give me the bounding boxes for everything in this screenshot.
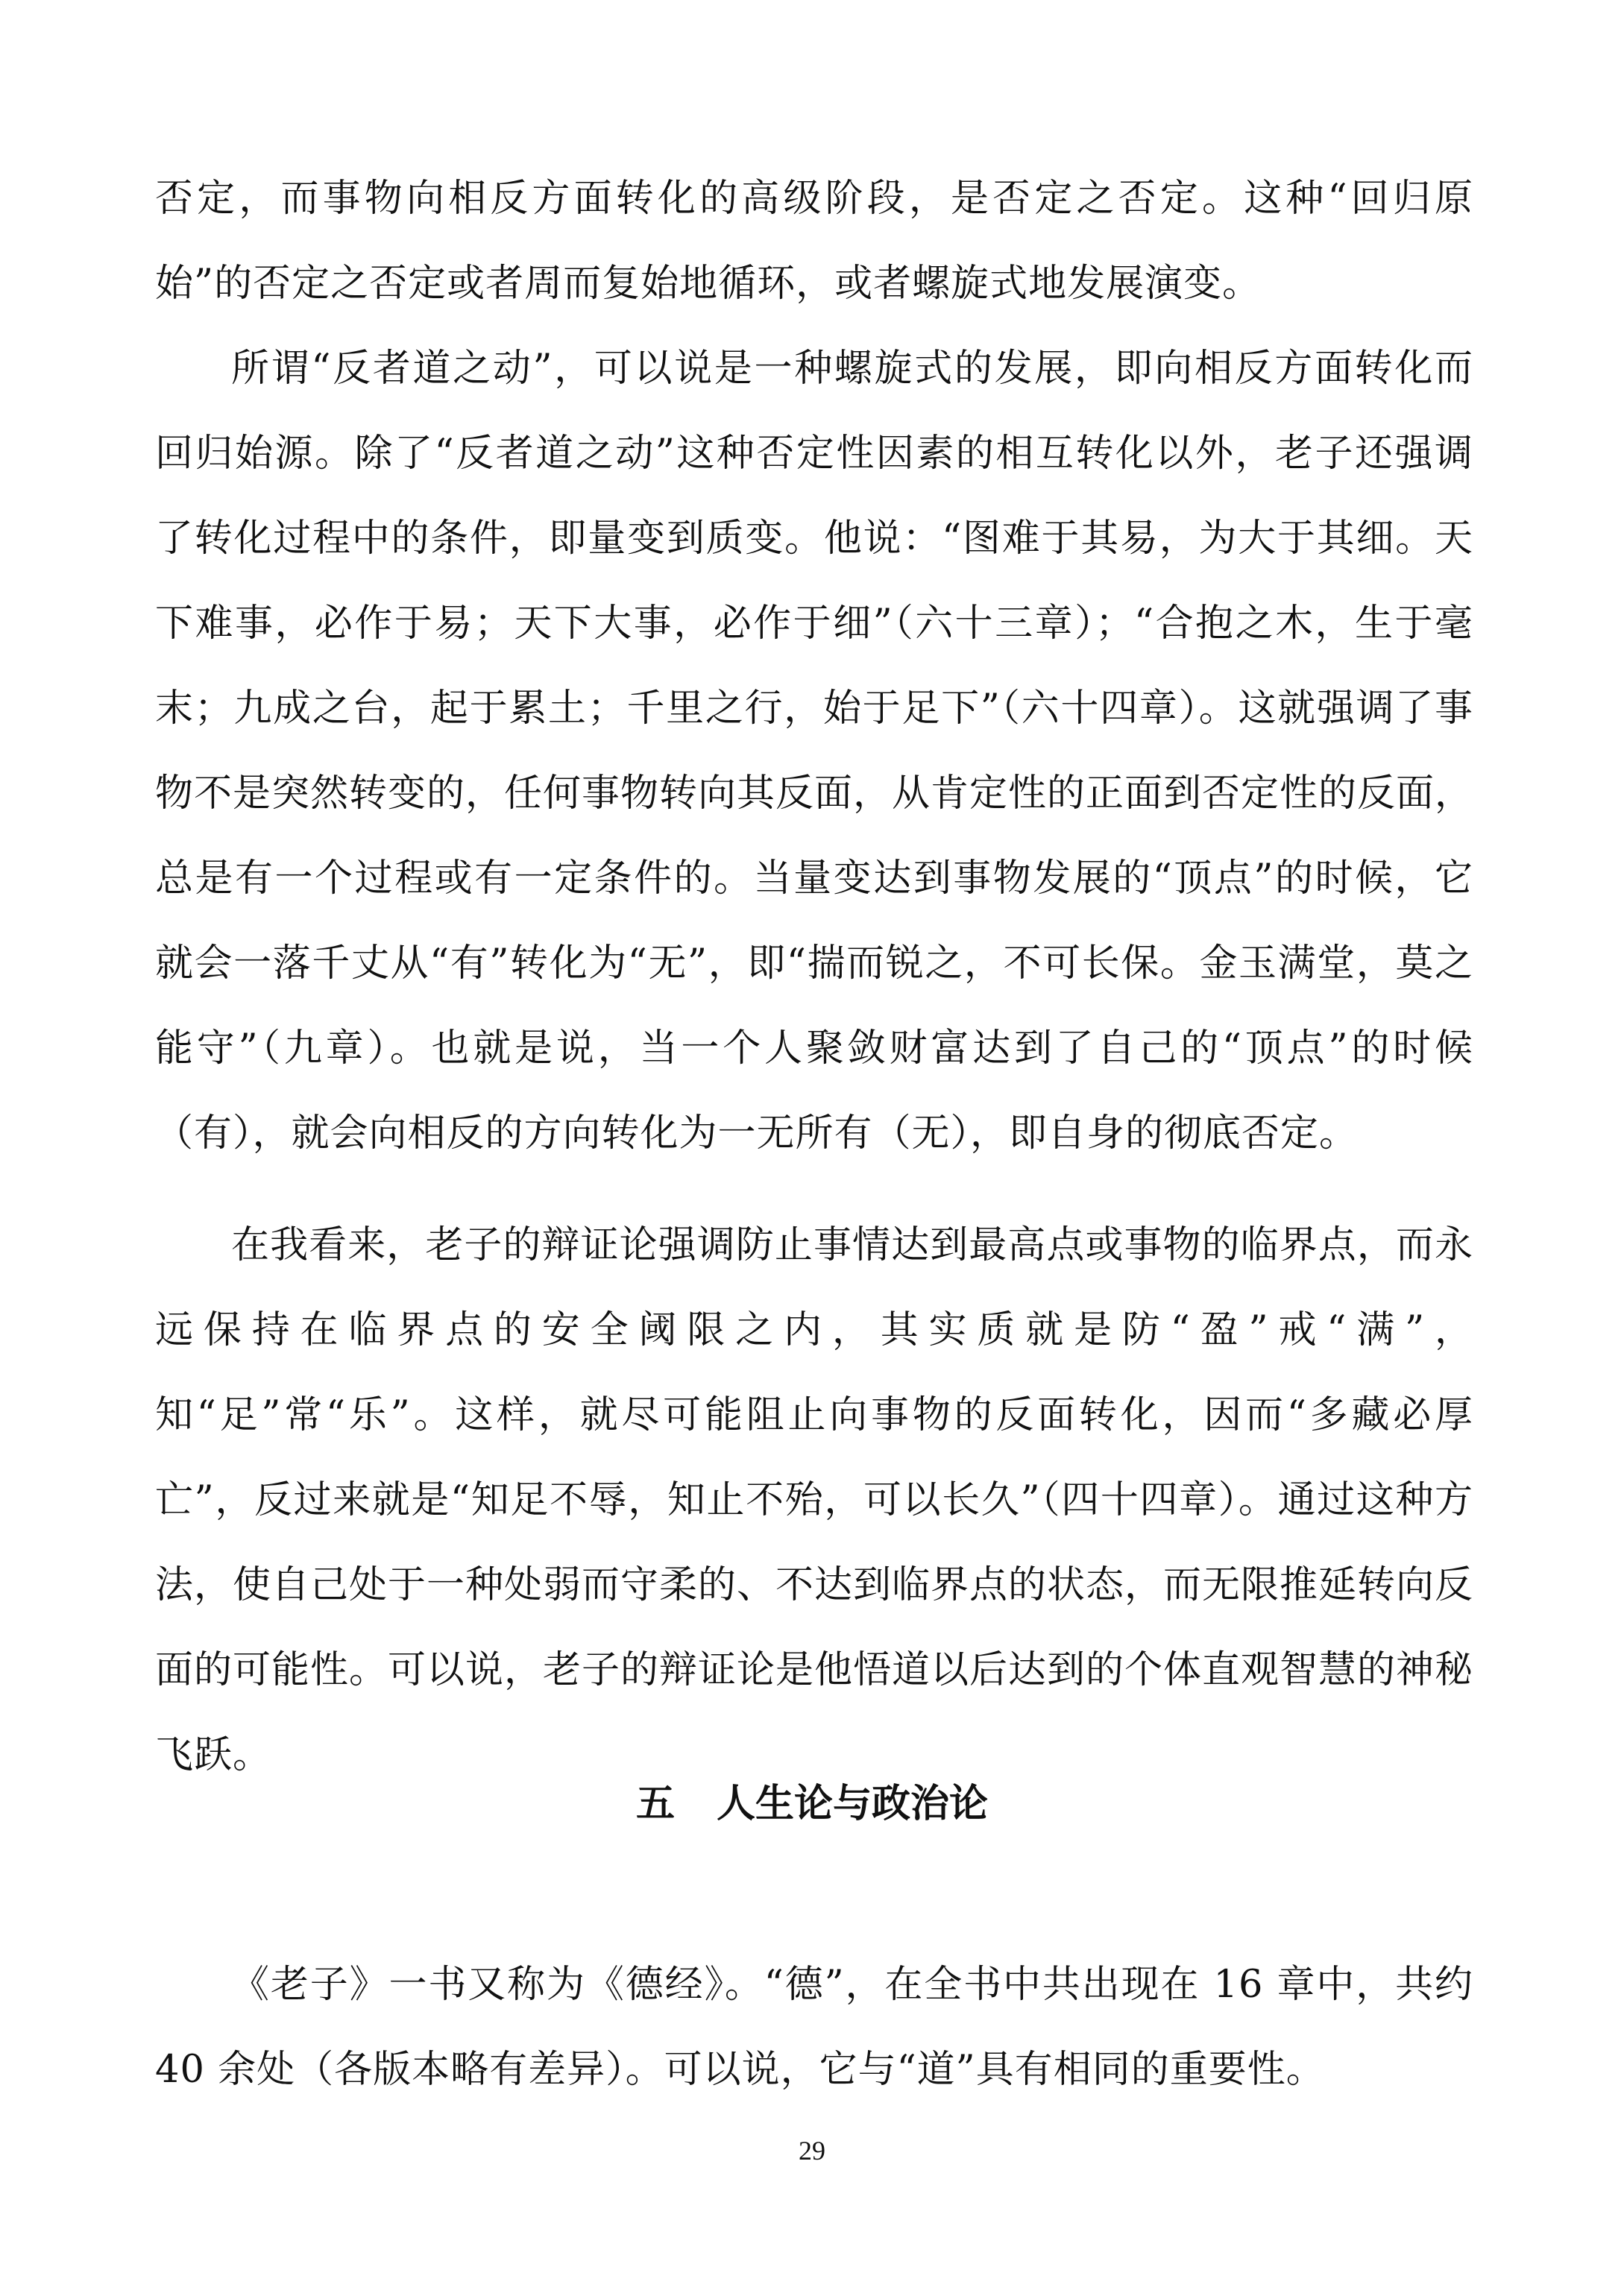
paragraph: 《老子》一书又称为《德经》。“德”，在全书中共出现在 16 章中，共约 40 余处（各版本略有差异）。可以说，它与“道”具有相同的重要性。	[155, 1963, 1473, 2092]
section-title: 人生论与政治论	[717, 1781, 989, 1826]
paragraph-continued: 否定，而事物向相反方面转化的高级阶段，是否定之否定。这种“回归原始”的否定之否定或者周而复始地循环，或者螺旋式地发展演变。	[155, 177, 1473, 306]
paragraph: 所谓“反者道之动”，可以说是一种螺旋式的发展，即向相反方面转化而回归始源。除了“反者道之动”这种否定性因素的相互转化以外，老子还强调了转化过程中的条件，即量变到质变。他说：“图难于其易，为大于其细。天下难事，必作于易；天下大事，必作于细”（六十三章）；“合抱之木，生于毫末；九成之台，起于累土；千里之行，始于足下”（六十四章）。这就强调了事物不是突然转变的，任何事物转向其反面，从肯定性的正面到否定性的反面，总是有一个过程或有一定条件的。当量变达到事物发展的“顶点”的时候，它就会一落千丈从“有”转化为“无”，即“揣而锐之，不可长保。金玉满堂，莫之能守”（九章）。也就是说，当一个人聚敛财富达到了自己的“顶点”的时候（有），就会向相反的方向转化为一无所有（无），即自身的彻底否定。	[155, 347, 1474, 1155]
paragraph: 在我看来，老子的辩证论强调防止事情达到最高点或事物的临界点，而永远保持在临界点的安全阈限之内，其实质就是防“盈”戒“满”，知“足”常“乐”。这样，就尽可能阻止向事物的反面转化，因而“多藏必厚亡”，反过来就是“知足不辱，知止不殆，可以长久”（四十四章）。通过这种方法，使自己处于一种处弱而守柔的、不达到临界点的状态，而无限推延转向反面的可能性。可以说，老子的辩证论是他悟道以后达到的个体直观智慧的神秘飞跃。	[155, 1223, 1474, 1777]
section-number: 五	[635, 1781, 675, 1826]
body-text-block	[155, 1943, 1473, 2113]
section-heading	[0, 1774, 1624, 1834]
page-number: 29	[799, 2136, 825, 2166]
body-text-block	[155, 157, 1473, 1176]
body-text-block	[155, 1203, 1473, 1798]
